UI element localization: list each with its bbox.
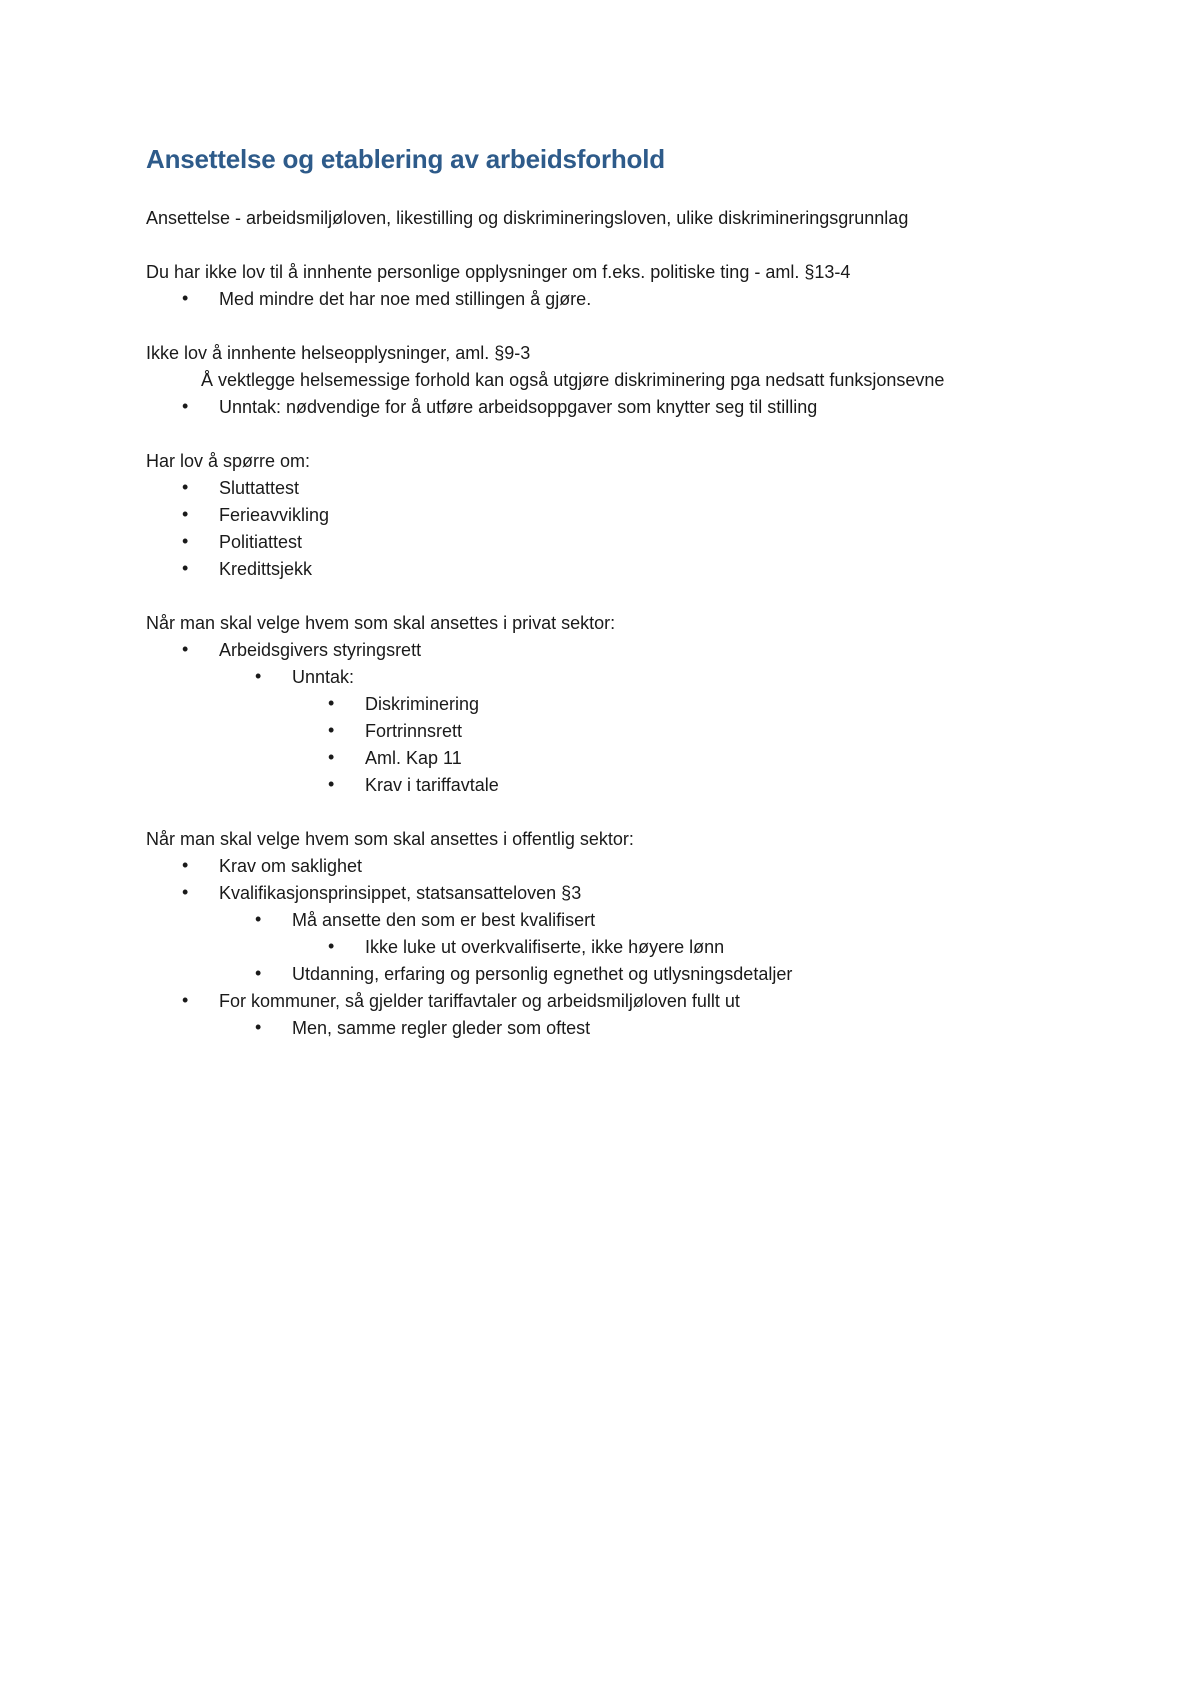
document-title: Ansettelse og etablering av arbeidsforhold (146, 144, 665, 174)
bullet-icon: • (255, 909, 262, 929)
list-item: • Ikke luke ut overkvalifiserte, ikke høyere lønn (328, 936, 725, 957)
intro-paragraph: Ansettelse - arbeidsmiljøloven, likestilling og diskrimineringsloven, ulike diskrimineringsgrunnlag (146, 208, 909, 228)
section-heading-allowed-questions: Har lov å spørre om: (146, 451, 311, 471)
bullet-list (146, 394, 1076, 421)
list-item: • Unntak: nødvendige for å utføre arbeidsoppgaver som knytter seg til stilling (182, 396, 818, 417)
spacer (146, 583, 1076, 610)
section-heading-health-info: Ikke lov å innhente helseopplysninger, aml. §9-3 (146, 343, 531, 363)
bullet-icon: • (182, 504, 189, 524)
bullet-icon: • (328, 936, 335, 956)
list-item: • Kredittsjekk (182, 558, 313, 579)
list-item: • Med mindre det har noe med stillingen å gjøre. (182, 288, 592, 309)
list-item: • Aml. Kap 11 (328, 747, 462, 768)
list-item: • Krav om saklighet (182, 855, 363, 876)
spacer (146, 232, 1076, 259)
list-item: • Utdanning, erfaring og personlig egnethet og utlysningsdetaljer (255, 963, 793, 984)
spacer (146, 421, 1076, 448)
bullet-icon: • (182, 531, 189, 551)
bullet-icon: • (328, 774, 335, 794)
bullet-icon: • (182, 558, 189, 578)
bullet-list (146, 853, 1076, 1042)
bullet-icon: • (328, 693, 335, 713)
document-body (146, 143, 1076, 1042)
section-heading-private-sector: Når man skal velge hvem som skal ansettes i privat sektor: (146, 613, 616, 633)
list-item: • Ferieavvikling (182, 504, 330, 525)
list-item: • Diskriminering (328, 693, 480, 714)
section-heading-personal-info: Du har ikke lov til å innhente personlige opplysninger om f.eks. politiske ting - aml. §13-4 (146, 262, 851, 282)
bullet-icon: • (182, 396, 189, 416)
list-item: • Unntak: (255, 666, 355, 687)
bullet-icon: • (328, 720, 335, 740)
list-item: • Arbeidsgivers styringsrett (182, 639, 422, 660)
bullet-icon: • (182, 882, 189, 902)
bullet-icon: • (255, 666, 262, 686)
list-item: • Men, samme regler gleder som oftest (255, 1017, 591, 1038)
bullet-icon: • (182, 855, 189, 875)
list-item: • Krav i tariffavtale (328, 774, 499, 795)
bullet-icon: • (255, 963, 262, 983)
list-item: • Sluttattest (182, 477, 300, 498)
bullet-icon: • (182, 990, 189, 1010)
bullet-list (146, 475, 1076, 583)
bullet-list (146, 286, 1076, 313)
list-item: • Fortrinnsrett (328, 720, 463, 741)
indented-paragraph: Å vektlegge helsemessige forhold kan også utgjøre diskriminering pga nedsatt funksjonsevne (201, 370, 945, 390)
list-item: • Politiattest (182, 531, 303, 552)
list-item: • Må ansette den som er best kvalifisert (255, 909, 596, 930)
bullet-list (146, 637, 1076, 799)
bullet-icon: • (255, 1017, 262, 1037)
bullet-icon: • (182, 477, 189, 497)
bullet-icon: • (182, 639, 189, 659)
list-item: • For kommuner, så gjelder tariffavtaler og arbeidsmiljøloven fullt ut (182, 990, 740, 1011)
list-item: • Kvalifikasjonsprinsippet, statsansatteloven §3 (182, 882, 582, 903)
section-heading-public-sector: Når man skal velge hvem som skal ansettes i offentlig sektor: (146, 829, 634, 849)
spacer (146, 313, 1076, 340)
spacer (146, 799, 1076, 826)
bullet-icon: • (182, 288, 189, 308)
bullet-icon: • (328, 747, 335, 767)
